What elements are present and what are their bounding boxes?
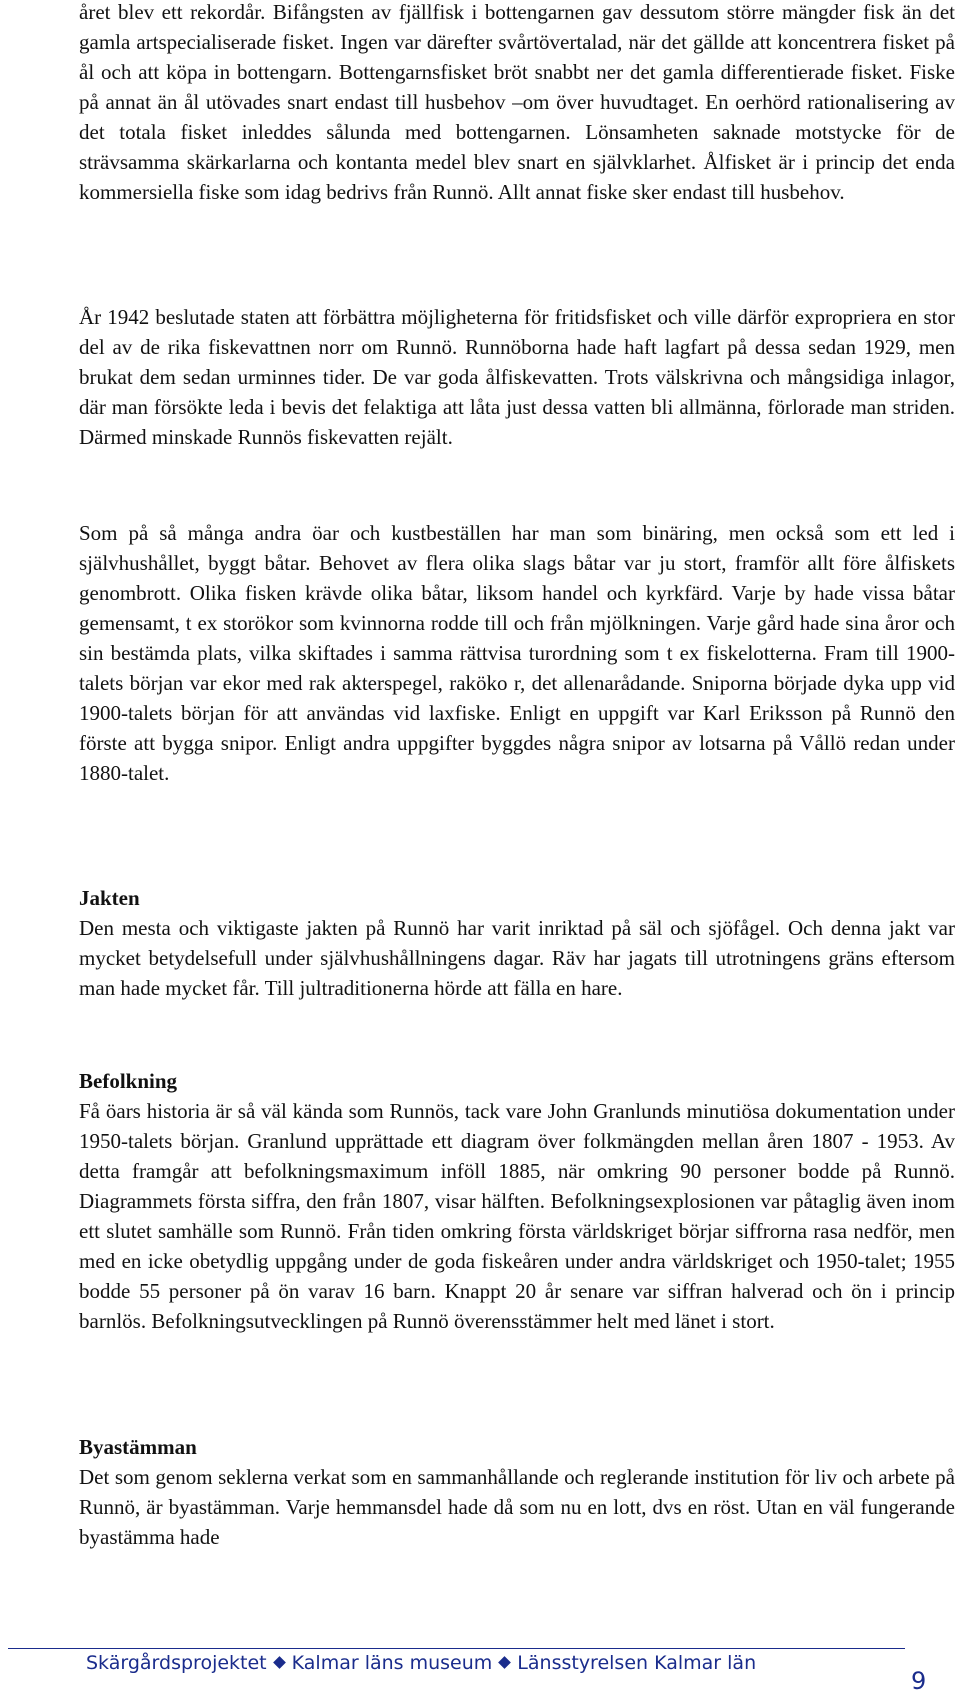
footer-part-museum: Kalmar läns museum [291, 1652, 493, 1674]
footer-part-lansstyrelsen: Länsstyrelsen Kalmar län [517, 1652, 757, 1674]
body-paragraph-2: År 1942 beslutade staten att förbättra möjligheterna för fritidsfisket och ville därför expropriera en stor del av de rika fiskevattnen norr om Runnö. Runnöborna hade haft lagfart på dessa sedan 1929, men brukat dem sedan urminnes tider. De var goda ålfiskevatten. Trots välskrivna och mångsidiga inlagor, där man försökte leda i bevis det felaktiga att låta just dessa vatten bli allmänna, förlorade man striden. Därmed minskade Runnös fiskevatten rejält. [79, 305, 955, 449]
footer-divider [8, 1648, 905, 1649]
footer-part-skargardsprojektet: Skärgårdsprojektet [86, 1652, 267, 1674]
body-paragraph-3: Som på så många andra öar och kustbeställen har man som binäring, men också som ett led i självhushållet, byggt båtar. Behovet av flera olika slags båtar var ju stort, framför allt före ålfiskets genombrott. Olika fisken krävde olika båtar, liksom handel och kyrkfärd. Varje by hade vissa båtar gemensamt, t ex storökor som kvinnorna rodde till och från mjölkningen. Varje gård hade sina åror och sin bestämda plats, vilka skiftades i samma rättvisa turordning som t ex fiskelotterna. Fram till 1900-talets början var ekor med rak akterspegel, raköko r, det allenarådande. Sniporna började dyka upp vid 1900-talets början för att användas vid laxfiske. Enligt en uppgift var Karl Eriksson på Runnö den förste att bygga snipor. Enligt andra uppgifter byggdes några snipor av lotsarna på Vållö redan under 1880-talet. [79, 521, 955, 785]
section-text-befolkning: Få öars historia är så väl kända som Runnös, tack vare John Granlunds minutiösa dokumentation under 1950-talets början. Granlund upprättade ett diagram över folkmängden mellan åren 1807 - 1953. Av detta framgår att befolkningsmaximum inföll 1885, när omkring 90 personer bodde på Runnö. Diagrammets första siffra, den från 1807, visar hälften. Befolkningsexplosionen var påtaglig även inom ett slutet samhälle som Runnö. Från tiden omkring första världskriget börjar siffrorna rasa nedför, men med en icke obetydlig uppgång under de goda fiskeåren under andra världskriget och 1950-talet; 1955 bodde 55 personer på ön varav 16 barn. Knappt 20 år senare var siffran halverad och ön i princip barnlös. Befolkningsutvecklingen på Runnö överensstämmer helt med länet i stort. [79, 1099, 955, 1333]
diamond-icon [273, 1656, 286, 1669]
body-paragraph-1: året blev ett rekordår. Bifångsten av fjällfisk i bottengarnen gav dessutom större mängder fisk än det gamla artspecialiserade fisket. Ingen var därefter svårtövertalad, när det gällde att koncentrera fisket på ål och att köpa in bottengarn. Bottengarnsfisket bröt snabbt ner det gamla differentierade fisket. Fiske på annat än ål utövades snart endast till husbehov –om över huvudtaget. En oerhörd rationalisering av det totala fisket inleddes sålunda med bottengarnen. Lönsamheten saknade motstycke för de strävsamma skärkarlarna och kontanta medel blev snart en självklarhet. Ålfisket är i princip det enda kommersiella fiske som idag bedrivs från Runnö. Allt annat fiske sker endast till husbehov. [79, 0, 955, 204]
section-text-byastamman: Det som genom seklerna verkat som en sammanhållande och reglerande institution för liv och arbete på Runnö, är byastämman. Varje hemmansdel hade då som nu en lott, dvs en röst. Utan en väl fungerande byastämma hade [79, 1465, 955, 1549]
section-jakten [79, 883, 955, 1003]
section-heading-jakten: Jakten [79, 886, 140, 910]
page-number: 9 [911, 1667, 927, 1695]
section-byastamman [79, 1432, 955, 1552]
footer [86, 1650, 886, 1676]
section-befolkning [79, 1066, 955, 1336]
diamond-icon [498, 1656, 511, 1669]
section-heading-befolkning: Befolkning [79, 1069, 178, 1093]
section-text-jakten: Den mesta och viktigaste jakten på Runnö har varit inriktad på säl och sjöfågel. Och denna jakt var mycket betydelsefull under självhushållningens dagar. Räv har jagats till utrotningens gräns eftersom man hade mycket får. Till jultraditionerna hörde att fälla en hare. [79, 916, 955, 1000]
section-heading-byastamman: Byastämman [79, 1435, 197, 1459]
